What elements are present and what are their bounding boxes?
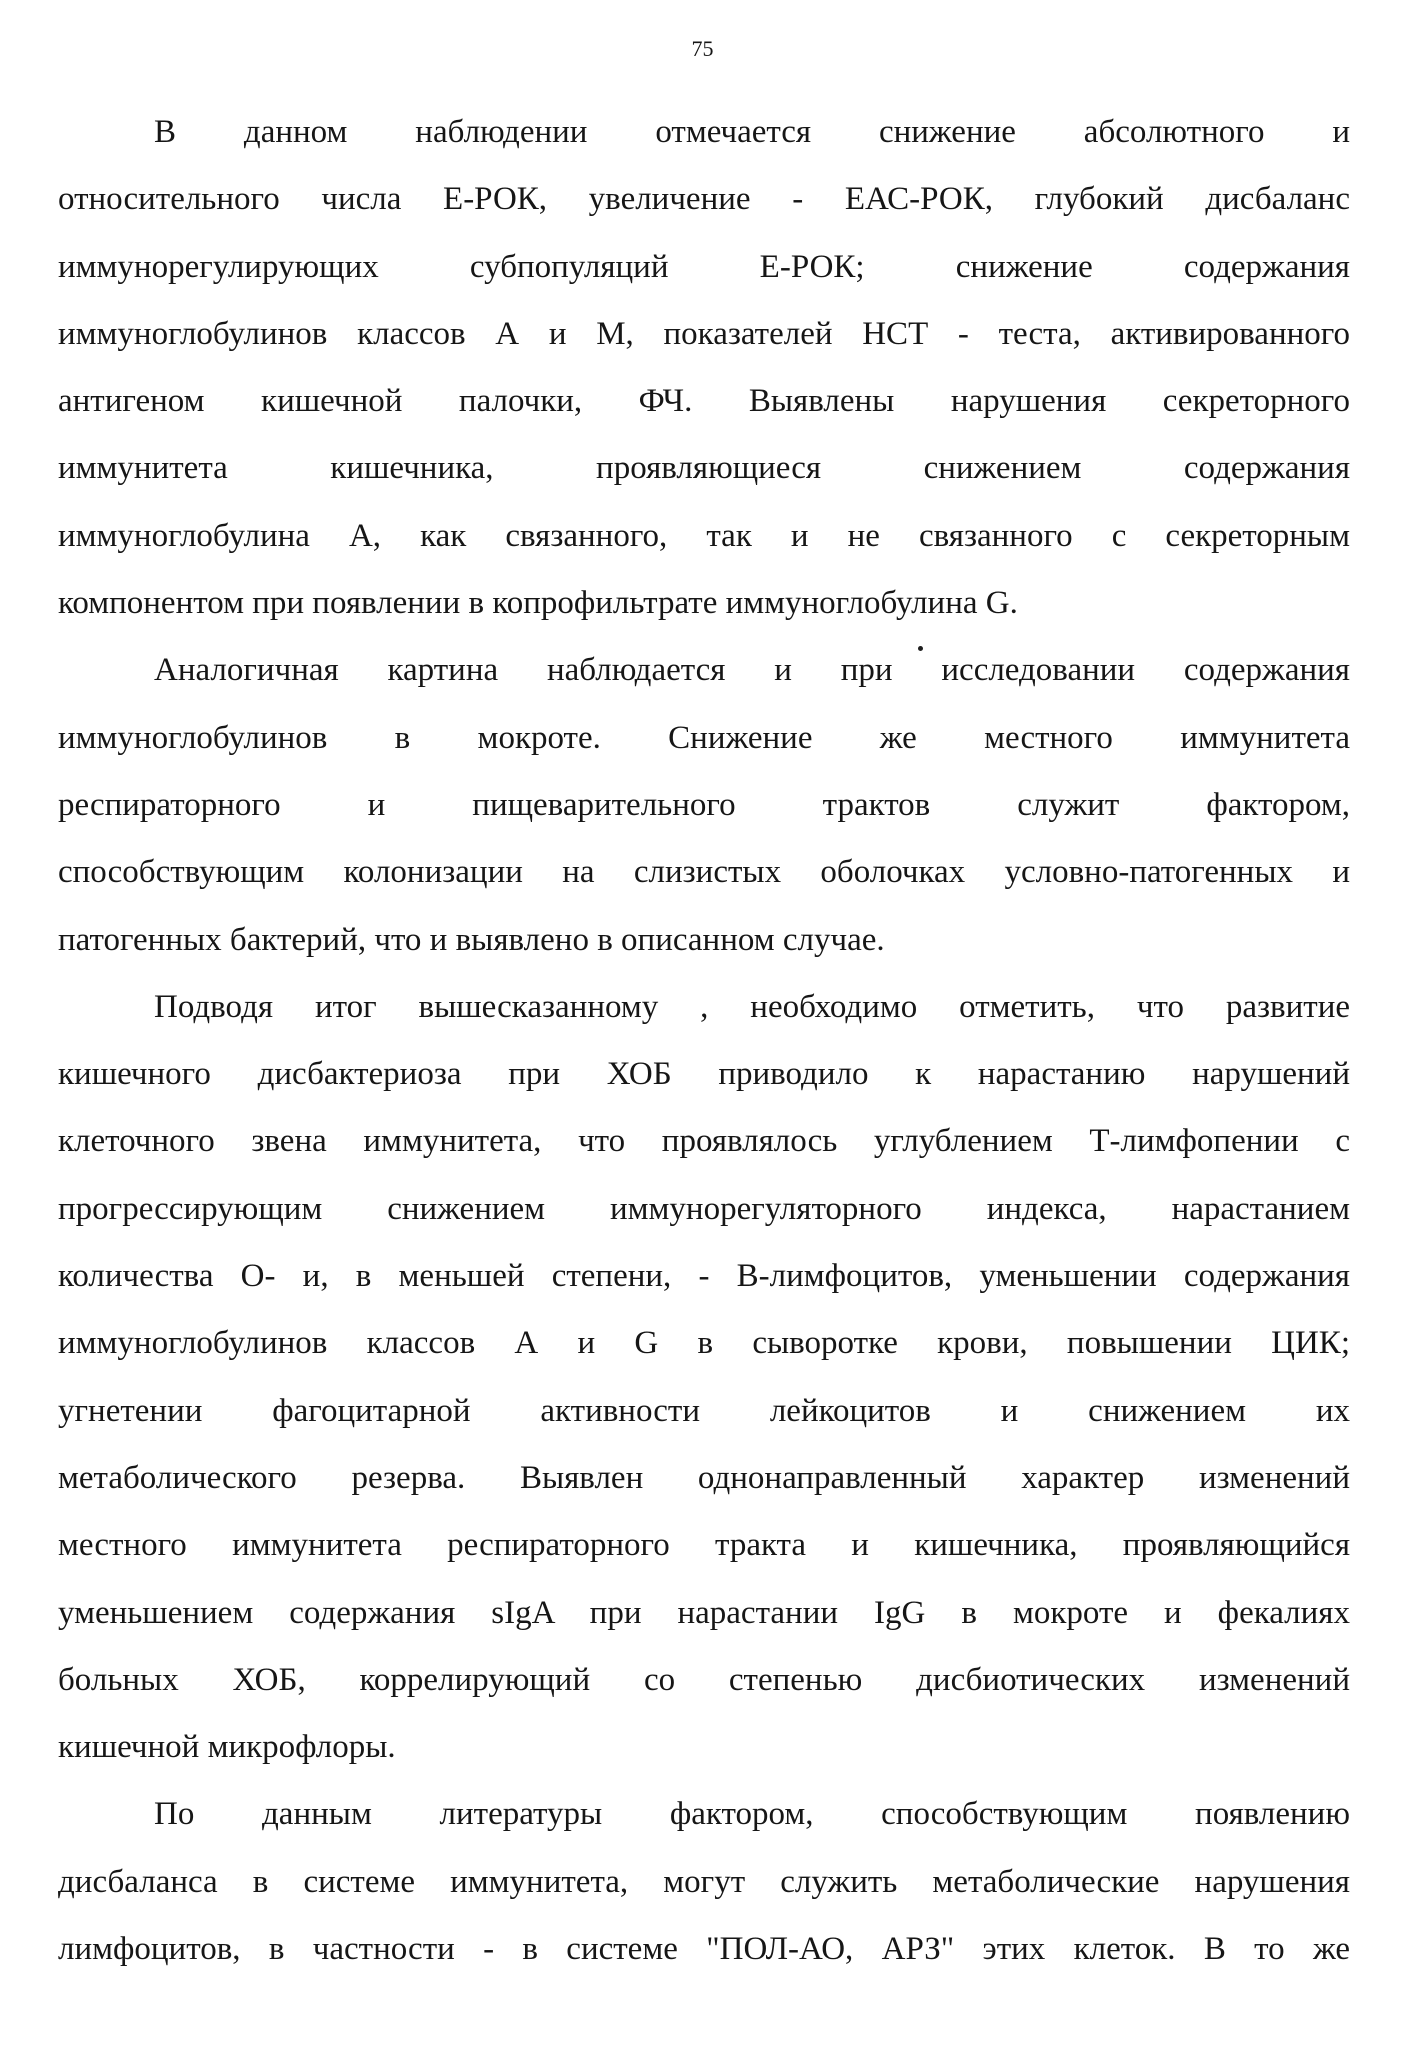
text-line: больных ХОБ, коррелирующий со степенью дисбиотических изменений	[58, 1661, 1350, 1698]
text-line: патогенных бактерий, что и выявлено в описанном случае.	[58, 921, 885, 958]
ink-dot	[918, 646, 923, 651]
text-line: компонентом при появлении в копрофильтрате иммуноглобулина G.	[58, 585, 1018, 622]
text-line: лимфоцитов, в частности - в системе "ПОЛ-АО, АРЗ" этих клеток. В то же	[58, 1931, 1350, 1968]
page-number: 75	[691, 36, 714, 61]
text-line: иммуноглобулинов классов А и G в сыворотке крови, повышении ЦИК;	[58, 1325, 1350, 1362]
text-line: иммуноглобулинов классов А и М, показателей НСТ - теста, активированного	[58, 315, 1350, 352]
text-line: По данным литературы фактором, способствующим появлению	[154, 1796, 1350, 1833]
text-line: клеточного звена иммунитета, что проявлялось углублением Т-лимфопении с	[58, 1123, 1350, 1160]
text-line: респираторного и пищеварительного трактов служит фактором,	[58, 786, 1350, 823]
text-line: уменьшением содержания sIgA при нарастании IgG в мокроте и фекалиях	[58, 1594, 1350, 1631]
text-line: иммуноглобулина А, как связанного, так и не связанного с секреторным	[58, 517, 1350, 554]
text-line: количества О- и, в меньшей степени, - В-лимфоцитов, уменьшении содержания	[58, 1258, 1350, 1295]
text-line: угнетении фагоцитарной активности лейкоцитов и снижением их	[58, 1392, 1350, 1429]
text-line: Подводя итог вышесказанному , необходимо отметить, что развитие	[154, 988, 1350, 1025]
text-line: относительного числа Е-РОК, увеличение - ЕАС-РОК, глубокий дисбаланс	[58, 181, 1350, 218]
document-body	[58, 99, 1350, 1983]
text-line: способствующим колонизации на слизистых оболочках условно-патогенных и	[58, 854, 1350, 891]
text-line: антигеном кишечной палочки, ФЧ. Выявлены нарушения секреторного	[58, 383, 1350, 420]
text-line: иммунорегулирующих субпопуляций Е-РОК; снижение содержания	[58, 248, 1350, 285]
text-line: иммунитета кишечника, проявляющиеся снижением содержания	[58, 450, 1350, 487]
text-line: метаболического резерва. Выявлен однонаправленный характер изменений	[58, 1459, 1350, 1496]
text-line: местного иммунитета респираторного тракта и кишечника, проявляющийся	[58, 1527, 1350, 1564]
text-line: дисбаланса в системе иммунитета, могут служить метаболические нарушения	[58, 1863, 1350, 1900]
text-line: иммуноглобулинов в мокроте. Снижение же местного иммунитета	[58, 719, 1350, 756]
text-line: кишечного дисбактериоза при ХОБ приводило к нарастанию нарушений	[58, 1056, 1350, 1093]
text-line: Аналогичная картина наблюдается и при исследовании содержания	[154, 652, 1350, 689]
text-line: прогрессирующим снижением иммунорегуляторного индекса, нарастанием	[58, 1190, 1350, 1227]
text-line: В данном наблюдении отмечается снижение абсолютного и	[154, 114, 1350, 150]
text-line: кишечной микрофлоры.	[58, 1729, 396, 1766]
